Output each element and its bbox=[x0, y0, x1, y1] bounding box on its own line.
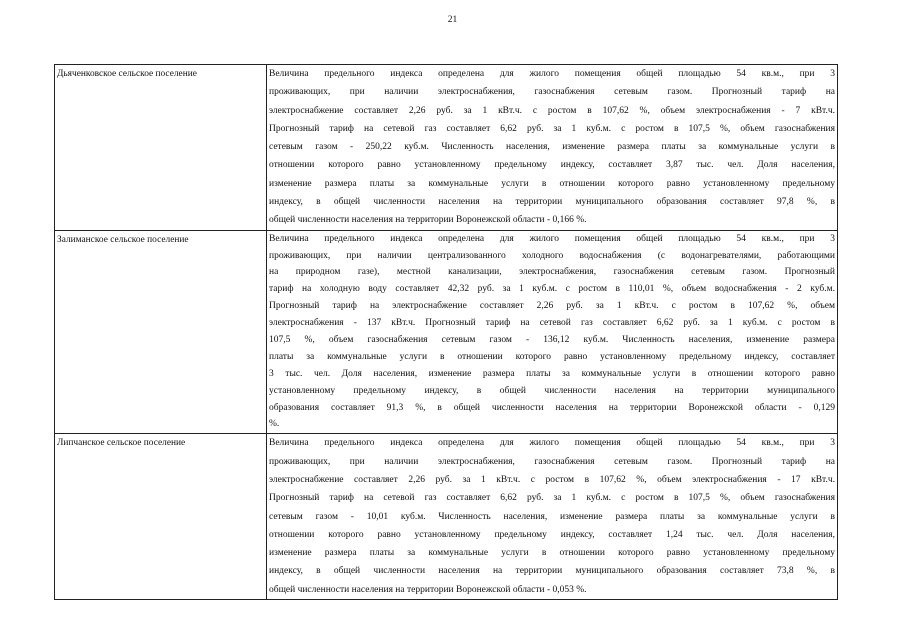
description-line: отношении которого равно установленному предельному индексу, составляет 1,24 тыс. чел. Доля населения, bbox=[269, 529, 835, 540]
description-line: образования составляет 91,3 %, в общей численности населения на территории Воронежской области - 0,129 bbox=[269, 402, 835, 413]
description-line: изменение размера платы за коммунальные услуги в отношении которого равно установленному предельному bbox=[269, 178, 835, 189]
settlement-name: Липчанское сельское поселение bbox=[57, 438, 186, 449]
description-line: Величина предельного индекса определена для жилого помещения общей площадью 54 кв.м., при 3 bbox=[269, 438, 835, 449]
description-line: Прогнозный тариф на электроснабжение составляет 2,26 руб. за 1 кВт.ч. с ростом в 107,62 %, объем bbox=[269, 301, 835, 312]
description-line: 107,5 %, объем газоснабжения сетевым газом - 136,12 куб.м. Численность населения, изменение размера bbox=[269, 335, 835, 346]
description-line: общей численности населения на территории Воронежской области - 0,166 %. bbox=[269, 215, 587, 226]
settlement-description-cell bbox=[267, 434, 838, 600]
description-line: отношении которого равно установленному предельному индексу, составляет 3,87 тыс. чел. Доля населения, bbox=[269, 160, 835, 171]
description-line: проживающих, при наличии централизованного холодного водоснабжения (с водонагревателями, работающими bbox=[269, 250, 835, 261]
description-line: электроснабжение составляет 2,26 руб. за 1 кВт.ч. с ростом в 107,62 %, объем электроснабжения - 17 кВт.ч. bbox=[269, 474, 835, 485]
description-line: платы за коммунальные услуги в отношении которого равно установленному предельному индексу, составляет bbox=[269, 351, 835, 362]
description-line: Прогнозный тариф на сетевой газ составляет 6,62 руб. за 1 куб.м. с ростом в 107,5 %, объем газоснабжения bbox=[269, 493, 835, 504]
description-line: проживающих, при наличии электроснабжения, газоснабжения сетевым газом. Прогнозный тариф на bbox=[269, 87, 835, 98]
description-line: индексу, в общей численности населения на территории муниципального образования составляет 73,8 %, в bbox=[269, 566, 835, 577]
table-row bbox=[55, 65, 838, 231]
description-line: тариф на холодную воду составляет 42,32 руб. за 1 куб.м. с ростом в 110,01 %, объем водоснабжения - 2 куб.м. bbox=[269, 284, 835, 295]
settlement-name-cell bbox=[55, 65, 267, 231]
page-number: 21 bbox=[447, 15, 458, 25]
description-line: индексу, в общей численности населения на территории муниципального образования составляет 97,8 %, в bbox=[269, 197, 835, 208]
table-row bbox=[55, 434, 838, 600]
description-line: электроснабжение составляет 2,26 руб. за 1 кВт.ч. с ростом в 107,62 %, объем электроснабжения - 7 кВт.ч. bbox=[269, 105, 835, 116]
description-line: электроснабжения - 137 кВт.ч. Прогнозный тариф на сетевой газ составляет 6,62 руб. за 1 куб.м. с ростом в bbox=[269, 318, 835, 329]
description-line: Величина предельного индекса определена для жилого помещения общей площадью 54 кв.м., при 3 bbox=[269, 69, 835, 79]
settlement-name-cell bbox=[55, 230, 267, 434]
description-line: %. bbox=[269, 419, 280, 430]
description-line: общей численности населения на территории Воронежской области - 0,053 %. bbox=[269, 584, 587, 595]
settlement-name: Дьяченковское сельское поселение bbox=[57, 69, 197, 79]
description-line: на природном газе), местной канализации, электроснабжения, газоснабжения сетевым газом. Прогнозный bbox=[269, 267, 835, 278]
description-line: проживающих, при наличии электроснабжения, газоснабжения сетевым газом. Прогнозный тариф на bbox=[269, 456, 835, 467]
description-line: изменение размера платы за коммунальные услуги в отношении которого равно установленному предельному bbox=[269, 548, 835, 559]
table-row bbox=[55, 230, 838, 434]
settlement-description-cell bbox=[267, 65, 838, 231]
description-line: установленному предельному индексу, в общей численности населения на территории муниципального bbox=[269, 385, 835, 396]
description-line: 3 тыс. чел. Доля населения, изменение размера платы за коммунальные услуги в отношении которого равно bbox=[269, 368, 835, 379]
settlements-table bbox=[54, 64, 838, 600]
settlement-description-cell bbox=[267, 230, 838, 434]
description-line: Величина предельного индекса определена для жилого помещения общей площадью 54 кв.м., при 3 bbox=[269, 233, 835, 244]
settlement-name-cell bbox=[55, 434, 267, 600]
settlement-name: Залиманское сельское поселение bbox=[57, 234, 189, 245]
description-line: Прогнозный тариф на сетевой газ составляет 6,62 руб. за 1 куб.м. с ростом в 107,5 %, объем газоснабжения bbox=[269, 123, 835, 134]
description-line: сетевым газом - 250,22 куб.м. Численность населения, изменение размера платы за коммунальные услуги в bbox=[269, 142, 835, 153]
description-line: сетевым газом - 10,01 куб.м. Численность населения, изменение размера платы за коммунальные услуги в bbox=[269, 511, 835, 522]
